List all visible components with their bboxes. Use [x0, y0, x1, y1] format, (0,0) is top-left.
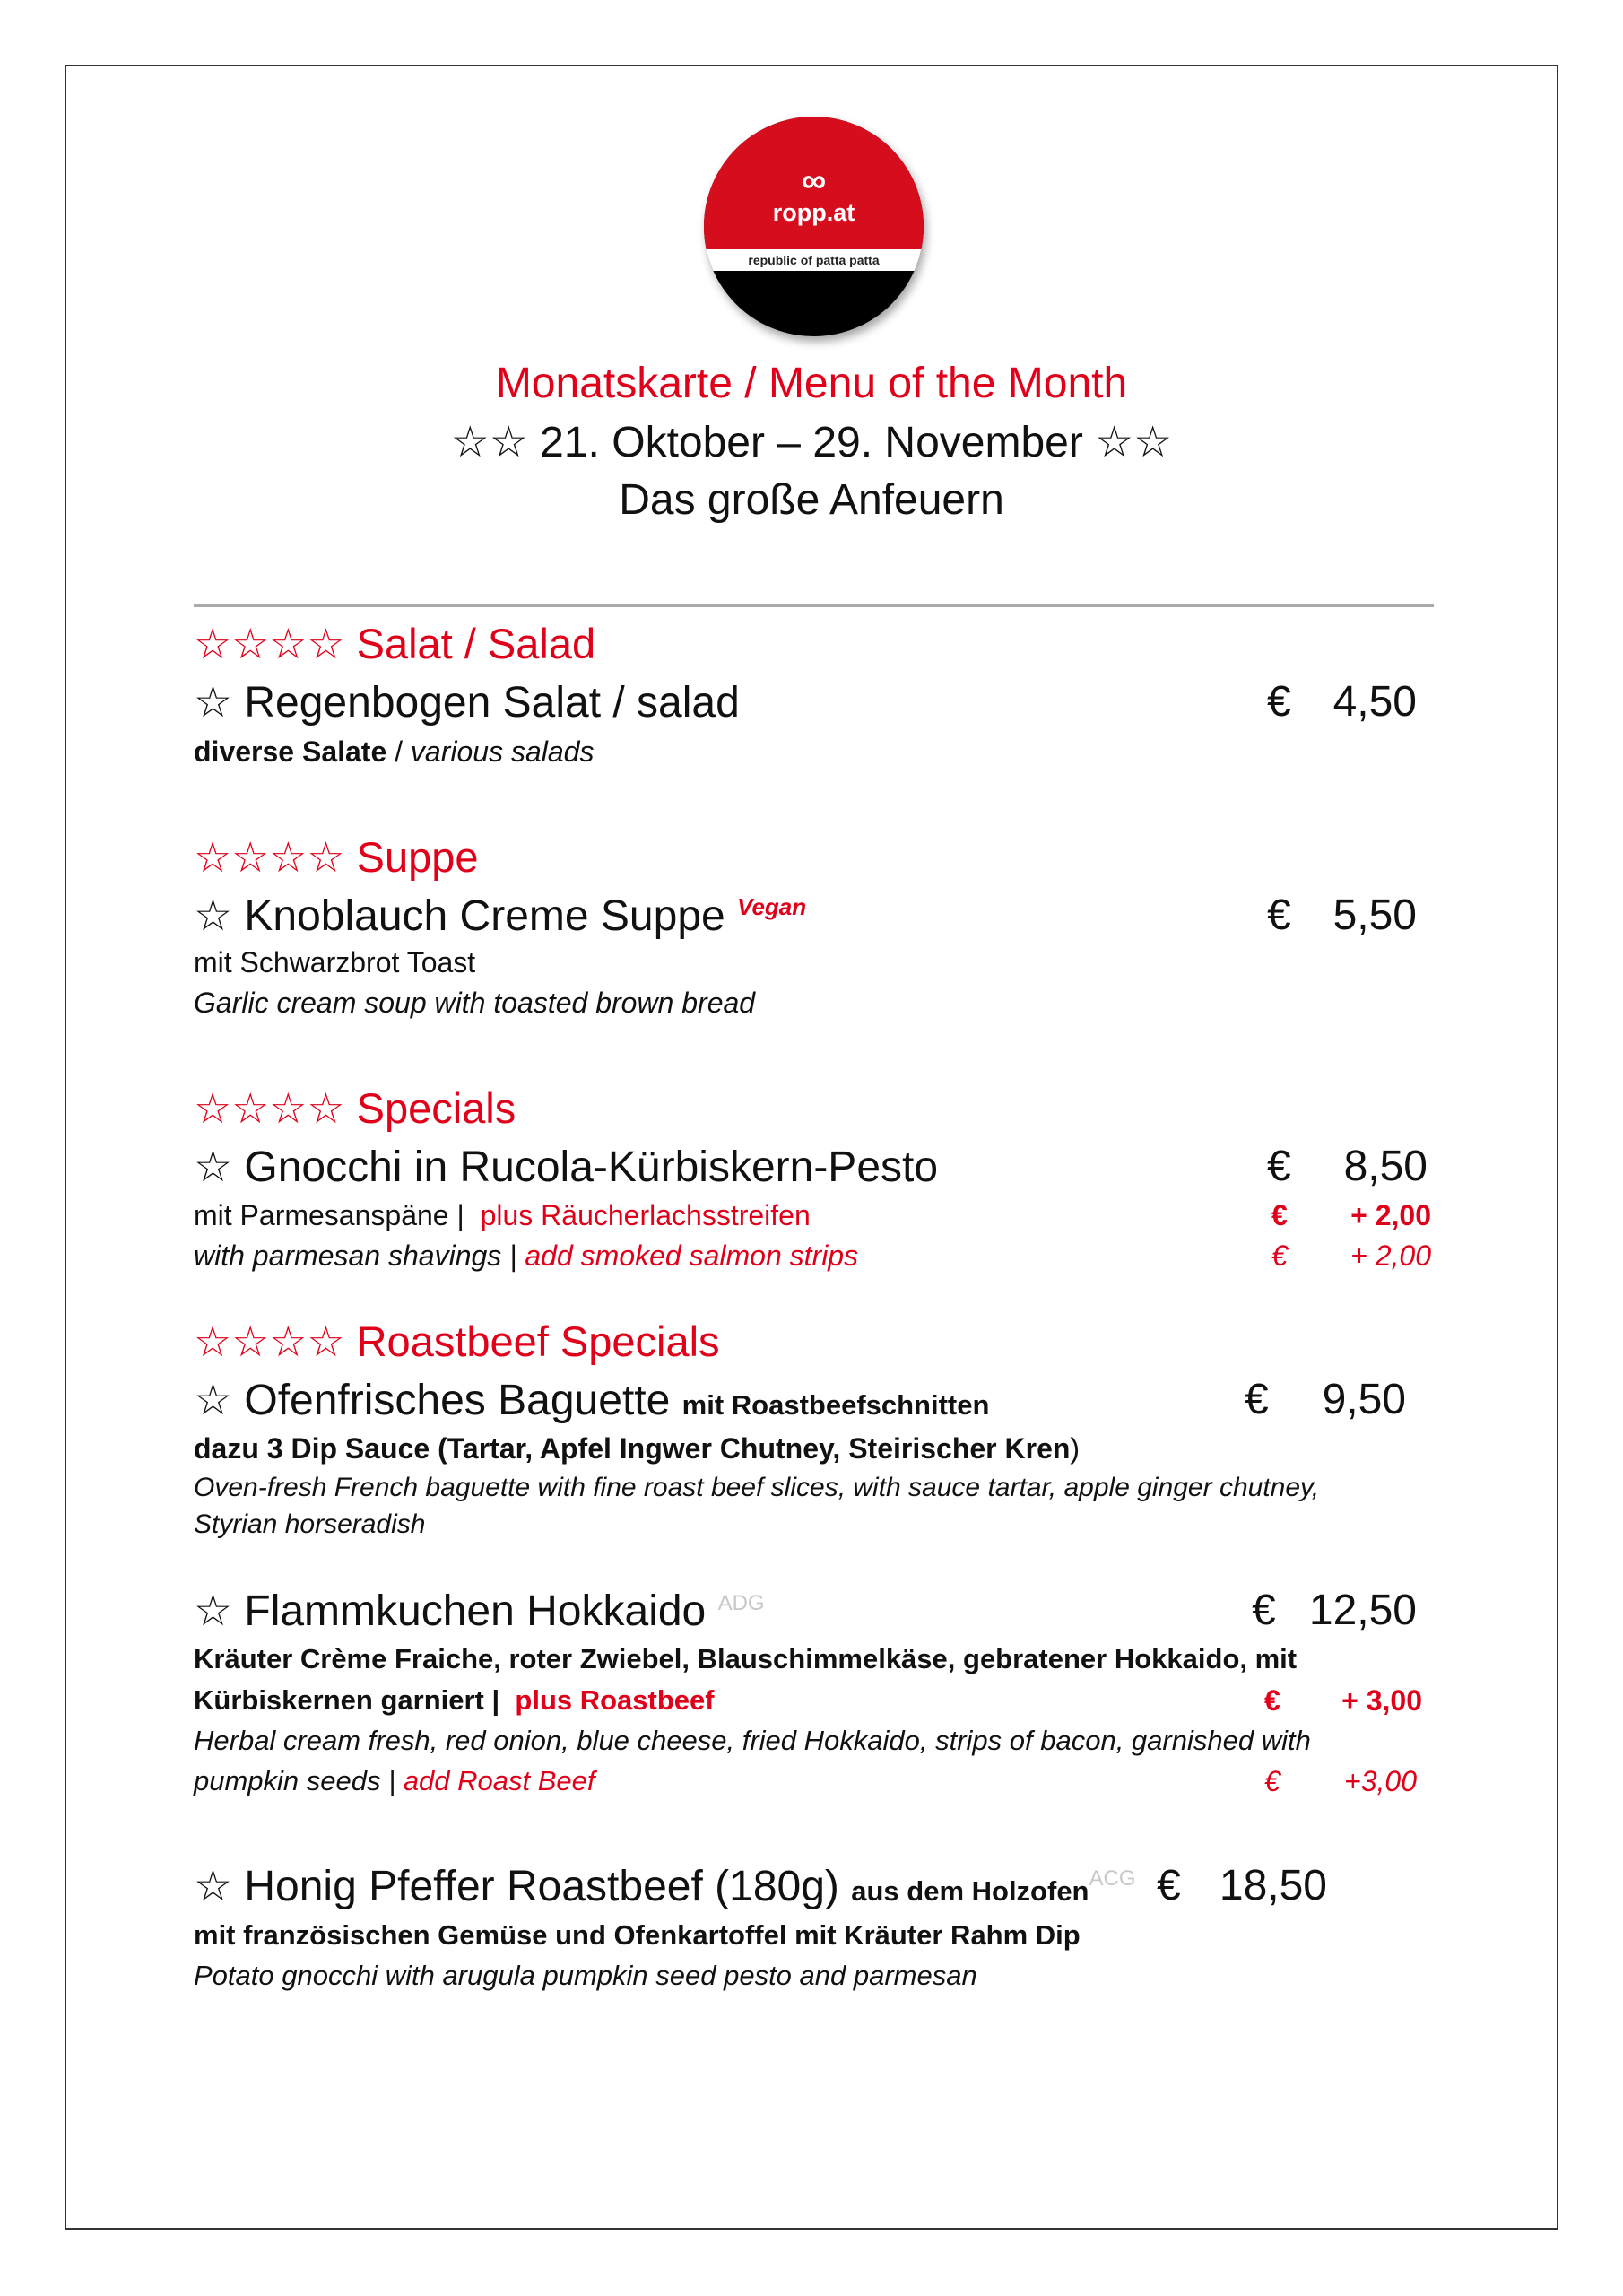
- infinity-icon: ∞: [801, 162, 827, 200]
- section-soup: ☆☆☆☆ Suppe: [194, 833, 479, 881]
- item-soup-desc-en: Garlic cream soup with toasted brown bread: [194, 987, 756, 1019]
- item-salad-desc: diverse Salate / various salads: [194, 735, 595, 768]
- item-gnocchi-currency: €: [1267, 1143, 1291, 1190]
- menu-dates: ☆☆ 21. Oktober – 29. November ☆☆: [450, 419, 1173, 466]
- item-flammkuchen-name: ☆ Flammkuchen Hokkaido $^{ADG}$: [194, 1587, 765, 1635]
- flammkuchen-addon-currency-de: €: [1264, 1684, 1280, 1717]
- item-flammkuchen-price: 12,50: [1308, 1587, 1417, 1634]
- item-soup-price: 5,50: [1332, 891, 1417, 939]
- item-soup-currency: €: [1267, 891, 1291, 939]
- logo-tagline: republic of patta patta: [704, 249, 924, 271]
- item-salad-currency: €: [1267, 678, 1291, 726]
- gnocchi-addon-price-de: + 2,00: [1350, 1199, 1431, 1231]
- item-baguette-desc-de: dazu 3 Dip Sauce (Tartar, Apfel Ingwer Chutney, Steirischer Kren): [194, 1432, 1081, 1465]
- item-gnocchi-desc-de: mit Parmesanspäne | plus Räucherlachsstreifen: [194, 1199, 811, 1231]
- item-baguette-currency: €: [1245, 1376, 1269, 1423]
- gnocchi-addon-currency-en: €: [1271, 1239, 1288, 1272]
- flammkuchen-addon-price-en: +3,00: [1344, 1765, 1417, 1797]
- gnocchi-addon-currency-de: €: [1271, 1199, 1288, 1231]
- menu-title: Monatskarte / Menu of the Month: [495, 360, 1128, 407]
- section-specials: ☆☆☆☆ Specials: [194, 1084, 516, 1132]
- flammkuchen-addon-currency-en: €: [1264, 1765, 1280, 1797]
- ropp-logo: [704, 117, 924, 336]
- item-roastbeef-name: ☆ Honig Pfeffer Roastbeef (180g) aus dem Holzofen$^{ACG}$: [194, 1863, 1136, 1910]
- item-flammkuchen-desc-en-2: pumpkin seeds | add Roast Beef: [194, 1765, 595, 1796]
- section-salad: ☆☆☆☆ Salat / Salad: [194, 620, 596, 667]
- item-roastbeef-desc-de: mit französischen Gemüse und Ofenkartoffel mit Kräuter Rahm Dip: [194, 1919, 1081, 1951]
- item-flammkuchen-desc-en-1: Herbal cream fresh, red onion, blue cheese, fried Hokkaido, strips of bacon, garnished with: [194, 1725, 1311, 1756]
- item-flammkuchen-desc-de-2: Kürbiskernen garniert | plus Roastbeef: [194, 1684, 715, 1716]
- item-gnocchi-name: ☆ Gnocchi in Rucola-Kürbiskern-Pesto: [194, 1144, 939, 1191]
- item-salad-name: ☆ Regenbogen Salat / salad: [194, 679, 740, 726]
- flammkuchen-addon-price-de: + 3,00: [1341, 1684, 1422, 1717]
- item-roastbeef-price: 18,50: [1219, 1862, 1327, 1909]
- item-flammkuchen-currency: €: [1252, 1587, 1276, 1634]
- section-roastbeef: ☆☆☆☆ Roastbeef Specials: [194, 1318, 720, 1365]
- item-roastbeef-desc-en: Potato gnocchi with arugula pumpkin seed pesto and parmesan: [194, 1960, 977, 1991]
- item-baguette-desc-en-2: Styrian horseradish: [194, 1509, 426, 1539]
- item-baguette-desc-en-1: Oven-fresh French baguette with fine roast beef slices, with sauce tartar, apple ginger chutney,: [194, 1473, 1320, 1502]
- item-flammkuchen-desc-de-1: Kräuter Crème Fraiche, roter Zwiebel, Blauschimmelkäse, gebratener Hokkaido, mit: [194, 1643, 1298, 1674]
- divider: [194, 604, 1434, 607]
- item-soup-name: ☆ Knoblauch Creme Suppe $^{Vegan}$: [194, 892, 807, 940]
- item-baguette-name: ☆ Ofenfrisches Baguette mit Roastbeefschnitten: [194, 1377, 990, 1424]
- logo-name: ropp.at: [772, 199, 855, 226]
- allergen-codes: ACG: [1089, 1866, 1136, 1891]
- gnocchi-addon-price-en: + 2,00: [1350, 1239, 1431, 1272]
- item-gnocchi-desc-en: with parmesan shavings | add smoked salmon strips: [194, 1239, 859, 1272]
- item-baguette-price: 9,50: [1322, 1376, 1406, 1423]
- item-salad-price: 4,50: [1332, 678, 1417, 726]
- vegan-badge: Vegan: [737, 893, 807, 920]
- item-roastbeef-currency: €: [1157, 1862, 1181, 1909]
- allergen-codes: ADG: [717, 1591, 765, 1615]
- menu-theme: Das große Anfeuern: [619, 476, 1004, 524]
- item-soup-desc-de: mit Schwarzbrot Toast: [194, 946, 476, 978]
- item-gnocchi-price: 8,50: [1343, 1143, 1428, 1190]
